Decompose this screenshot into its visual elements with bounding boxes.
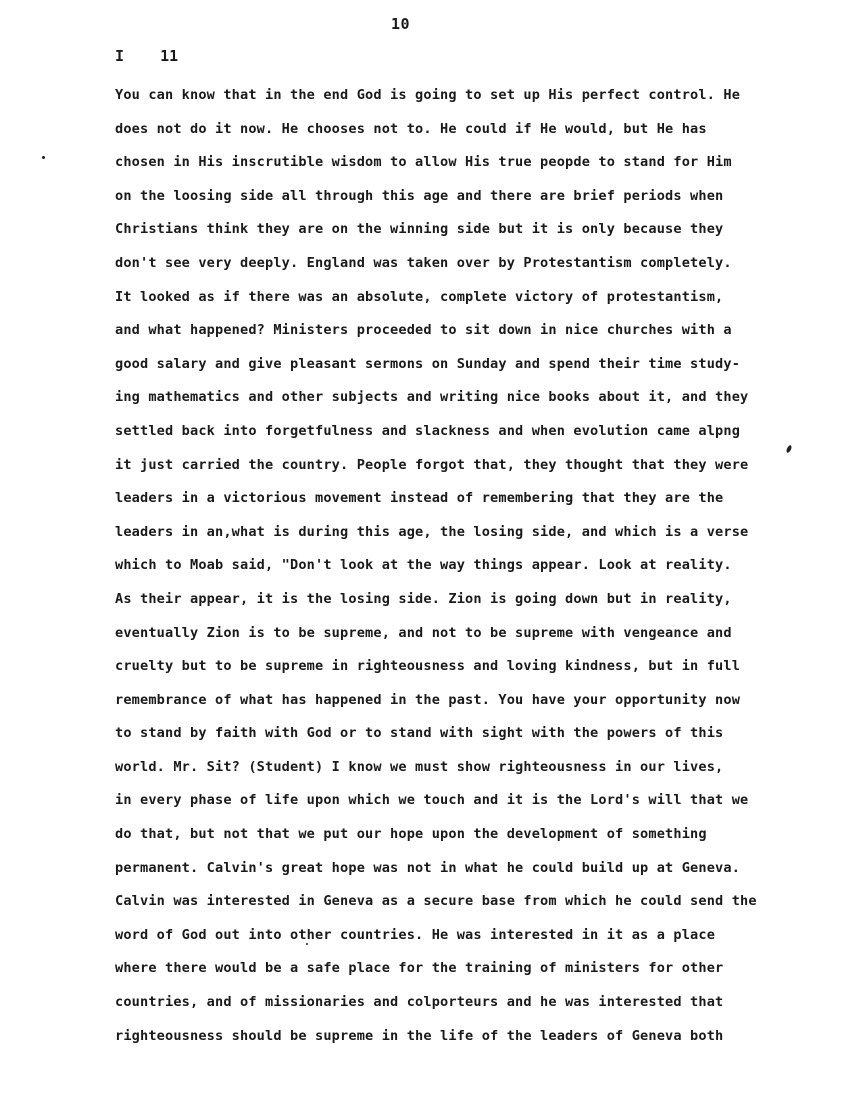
text-line: cruelty but to be supreme in righteousness and loving kindness, but in full [115, 658, 741, 675]
text-line: where there would be a safe place for the training of ministers for other [115, 960, 724, 977]
text-line: leaders in a victorious movement instead of remembering that they are the [115, 490, 724, 507]
section-marker: I 11 [115, 47, 179, 65]
text-line: It looked as if there was an absolute, complete victory of protestantism, [115, 288, 724, 305]
text-line: on the loosing side all through this age and there are brief periods when [115, 187, 724, 204]
ink-mark [785, 445, 792, 454]
text-line: countries, and of missionaries and colporteurs and he was interested that [115, 994, 724, 1011]
text-line: in every phase of life upon which we touch and it is the Lord's will that we [115, 792, 749, 809]
text-line: leaders in an,what is during this age, the losing side, and which is a verse [115, 523, 749, 540]
text-line: eventually Zion is to be supreme, and not to be supreme with vengeance and [115, 624, 732, 641]
text-line: permanent. Calvin's great hope was not in what he could build up at Geneva. [115, 859, 741, 876]
text-line: remembrance of what has happened in the past. You have your opportunity now [115, 691, 741, 708]
text-line: You can know that in the end God is going to set up His perfect control. He [115, 87, 741, 103]
text-line: chosen in His inscrutible wisdom to allow His true peopde to stand for Him [115, 154, 732, 171]
text-line: and what happened? Ministers proceeded to sit down in nice churches with a [115, 322, 732, 339]
text-line: settled back into forgetfulness and slackness and when evolution came alpng [115, 422, 741, 439]
text-line: do that, but not that we put our hope upon the development of something [115, 826, 707, 843]
text-line: Christians think they are on the winning side but it is only because they [115, 221, 724, 238]
page-number: 10 [391, 15, 411, 33]
text-line: don't see very deeply. England was taken over by Protestantism completely. [115, 254, 732, 271]
ink-speck [42, 156, 45, 159]
text-line: As their appear, it is the losing side. Zion is going down but in reality, [115, 590, 732, 607]
text-line: world. Mr. Sit? (Student) I know we must show righteousness in our lives, [115, 758, 724, 775]
ink-speck [306, 943, 308, 945]
text-line: Calvin was interested in Geneva as a secure base from which he could send the [115, 893, 757, 910]
text-line: good salary and give pleasant sermons on Sunday and spend their time study- [115, 355, 741, 372]
text-line: does not do it now. He chooses not to. He could if He would, but He has [115, 120, 707, 137]
text-line: righteousness should be supreme in the life of the leaders of Geneva both [115, 1027, 724, 1044]
text-line: word of God out into other countries. He was interested in it as a place [115, 926, 716, 943]
text-line: which to Moab said, "Don't look at the way things appear. Look at reality. [115, 557, 732, 574]
text-line: to stand by faith with God or to stand with sight with the powers of this [115, 725, 724, 742]
text-line: it just carried the country. People forgot that, they thought that they were [115, 456, 749, 473]
body-text [115, 84, 775, 1058]
text-line: ing mathematics and other subjects and writing nice books about it, and they [115, 389, 749, 406]
